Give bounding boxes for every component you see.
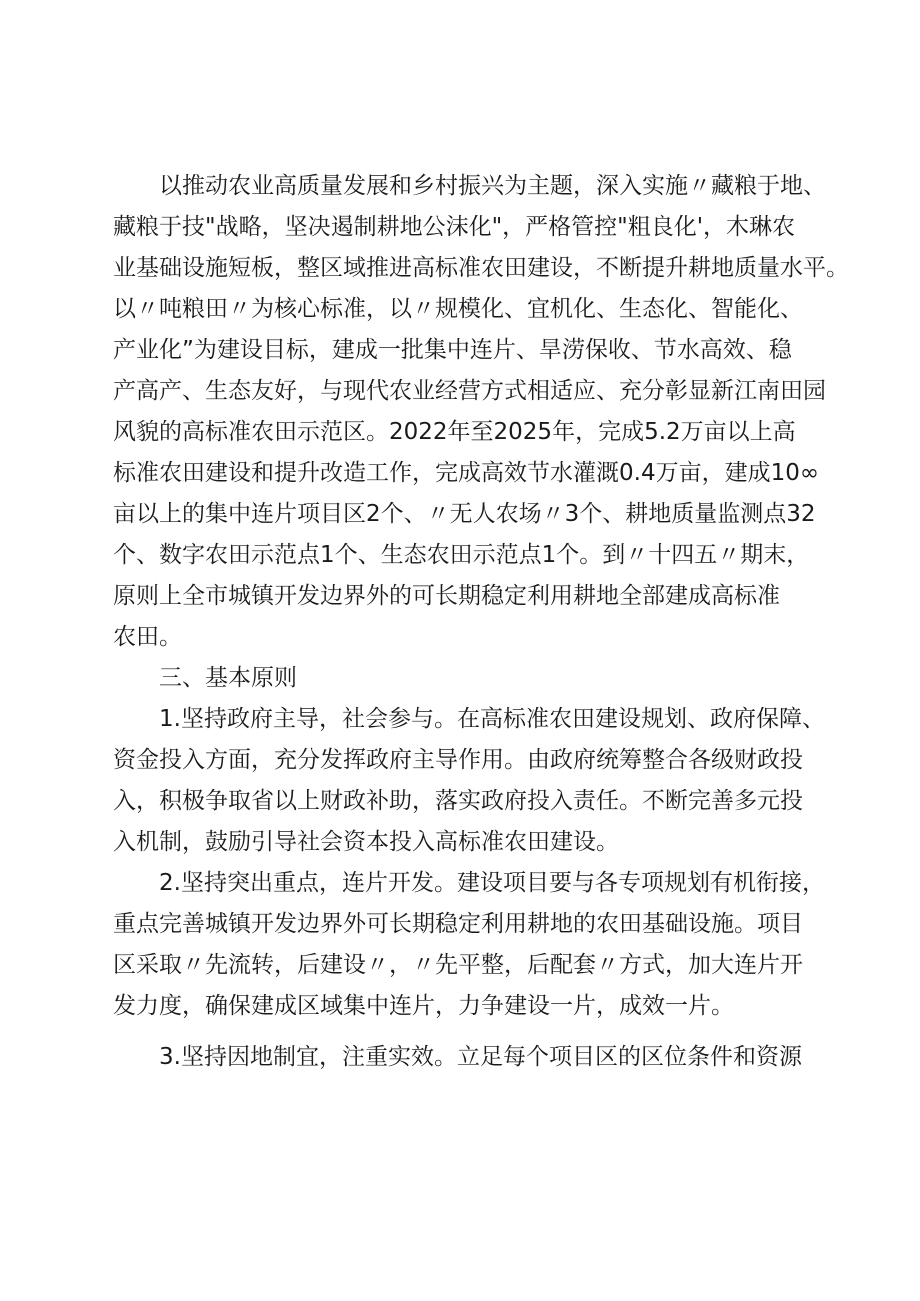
text-line: 以推动农业高质量发展和乡村振兴为主题，深入实施〃藏粮于地、 — [113, 173, 826, 199]
text-line: 2.坚持突出重点，连片开发。建设项目要与各专项规划有机衔接， — [113, 870, 825, 896]
text-line: 重点完善城镇开发边界外可长期稳定利用耕地的农田基础设施。项目 — [113, 911, 803, 937]
text-line: 亩以上的集中连片项目区2个、〃无人农场〃3个、耕地质量监测点32 — [113, 501, 816, 527]
section-heading: 三、基本原则 — [113, 665, 297, 691]
text-line: 产高产、生态友好，与现代农业经营方式相适应、充分彰显新江南田园 — [113, 378, 826, 404]
text-line: 发力度，确保建成区域集中连片，力争建设一片，成效一片。 — [113, 993, 734, 1019]
text-line: 个、数字农田示范点1个、生态农田示范点1个。到〃十四五〃期末， — [113, 542, 810, 568]
text-line: 入，积极争取省以上财政补助，落实政府投入责任。不断完善多元投 — [113, 788, 803, 814]
text-line: 区采取〃先流转，后建设〃，〃先平整，后配套〃方式，加大连片开 — [113, 952, 803, 978]
document-body — [113, 166, 849, 1078]
text-line: 原则上全市城镇开发边界外的可长期稳定利用耕地全部建成高标准 — [113, 583, 780, 609]
text-line: 产业化”为建设目标，建成一批集中连片、旱涝保收、节水高效、稳 — [113, 337, 792, 363]
text-line: 1.坚持政府主导，社会参与。在高标准农田建设规划、政府保障、 — [113, 706, 825, 732]
text-line: 业基础设施短板，整区域推进高标准农田建设，不断提升耕地质量水平。 — [113, 255, 849, 281]
text-line: 农田。 — [113, 624, 182, 650]
text-line: 资金投入方面，充分发挥政府主导作用。由政府统筹整合各级财政投 — [113, 747, 803, 773]
text-line: 入机制，鼓励引导社会资本投入高标准农田建设。 — [113, 829, 619, 855]
text-line: 3.坚持因地制宜，注重实效。立足每个项目区的区位条件和资源 — [113, 1044, 802, 1070]
text-line: 风貌的高标准农田示范区。2022年至2025年，完成5.2万亩以上高 — [113, 419, 796, 445]
text-line: 藏粮于技"战略，坚决遏制耕地公沫化"，严格管控"粗良化'，木琳农 — [113, 214, 796, 240]
text-line: 以〃吨粮田〃为核心标准，以〃规模化、宜机化、生态化、智能化、 — [113, 296, 803, 322]
text-line: 标准农田建设和提升改造工作，完成高效节水灌溉0.4万亩，建成10∞ — [113, 460, 820, 486]
